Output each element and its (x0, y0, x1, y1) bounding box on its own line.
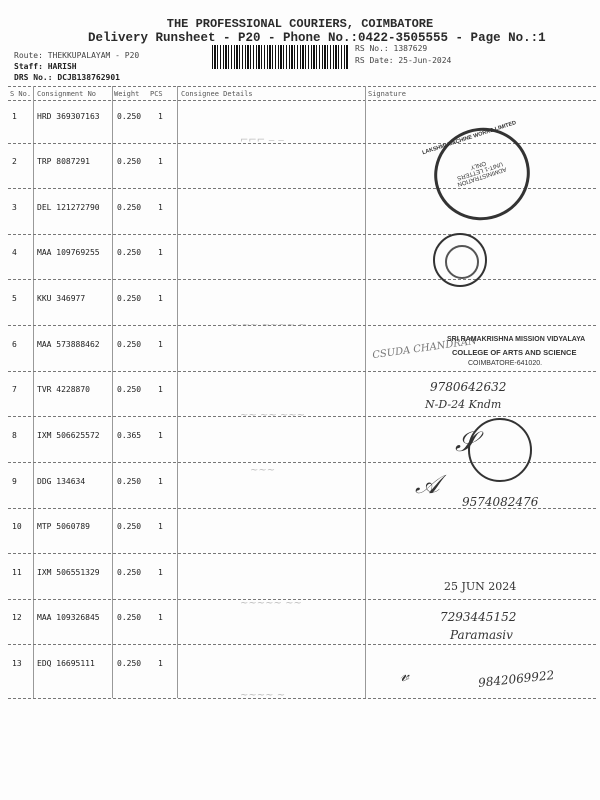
row-rule (8, 371, 596, 372)
row-pcs: 1 (158, 112, 163, 121)
row-weight: 0.250 (117, 613, 142, 622)
date-stamp: 25 JUN 2024 (444, 580, 517, 593)
col-header-consignee: Consignee Details (181, 90, 253, 98)
row-pcs: 1 (158, 659, 163, 668)
round-seal (433, 233, 487, 287)
col-header-sno: S No. (10, 90, 32, 98)
row-pcs: 1 (158, 477, 163, 486)
handwritten-phone: 7293445152 (440, 610, 517, 624)
signature-mark: 𝓋 (400, 665, 409, 686)
staff-label: Staff: HARISH (14, 62, 77, 71)
row-consignment: DDG 134634 (37, 477, 86, 486)
row-sno: 10 (12, 522, 22, 531)
handwritten-name: CSUDA CHANDRAN (371, 335, 478, 362)
row-weight: 0.250 (117, 568, 142, 577)
col-header-consignment: Consignment No (37, 90, 97, 98)
handwritten-phone: 9842069922 (477, 668, 555, 690)
row-consignment: KKU 346977 (37, 294, 86, 303)
row-pcs: 1 (158, 157, 163, 166)
row-consignment: MAA 109769255 (37, 248, 100, 257)
bleed-scribble: ~ ~~ ~~~~ ~ (230, 320, 307, 331)
row-pcs: 1 (158, 385, 163, 394)
row-consignment: IXM 506625572 (37, 431, 100, 440)
row-weight: 0.250 (117, 112, 142, 121)
row-weight: 0.250 (117, 385, 142, 394)
rs-date: RS Date: 25-Jun-2024 (355, 56, 452, 65)
row-pcs: 1 (158, 340, 163, 349)
signature-mark: 𝒜 (415, 470, 440, 500)
row-weight: 0.250 (117, 157, 142, 166)
row-rule (8, 234, 596, 235)
col-divider (365, 86, 366, 698)
row-pcs: 1 (158, 203, 163, 212)
bleed-scribble: ~~~~~ ~~ (240, 598, 302, 609)
row-consignment: TRP 8087291 (37, 157, 90, 166)
row-consignment: TVR 4228870 (37, 385, 90, 394)
row-rule (8, 698, 596, 699)
row-sno: 12 (12, 613, 22, 622)
row-sno: 2 (12, 157, 17, 166)
row-weight: 0.250 (117, 203, 142, 212)
row-consignment: MAA 109326845 (37, 613, 100, 622)
row-rule (8, 599, 596, 600)
row-sno: 3 (12, 203, 17, 212)
row-pcs: 1 (158, 431, 163, 440)
row-sno: 13 (12, 659, 22, 668)
col-header-signature: Signature (368, 90, 406, 98)
col-header-pcs: PCS (150, 90, 163, 98)
row-consignment: MAA 573888462 (37, 340, 100, 349)
round-seal-inner (445, 245, 479, 279)
row-sno: 4 (12, 248, 17, 257)
row-sno: 9 (12, 477, 17, 486)
lakshmi-stamp (422, 115, 542, 232)
runsheet-subtitle: Delivery Runsheet - P20 - Phone No.:0422-3505555 - Page No.:1 (88, 31, 546, 45)
college-stamp-line1: SRI RAMAKRISHNA MISSION VIDYALAYA (447, 336, 586, 343)
row-rule (8, 644, 596, 645)
bleed-scribble: ~~~~ ~ (240, 690, 286, 701)
bleed-scribble: ~~ ~~ ~~~ (240, 410, 306, 421)
row-weight: 0.250 (117, 659, 142, 668)
col-header-weight: Weight (114, 90, 140, 98)
row-weight: 0.250 (117, 340, 142, 349)
row-sno: 6 (12, 340, 17, 349)
row-sno: 8 (12, 431, 17, 440)
row-rule (8, 553, 596, 554)
row-consignment: DEL 121272790 (37, 203, 100, 212)
row-sno: 11 (12, 568, 22, 577)
rs-number: RS No.: 1387629 (355, 44, 428, 53)
row-sno: 1 (12, 112, 17, 121)
lakshmi-stamp-name: LAKSHMI MACHINE WORKS LIMITED (421, 120, 518, 157)
row-weight: 0.250 (117, 477, 142, 486)
row-weight: 0.250 (117, 522, 142, 531)
row-sno: 5 (12, 294, 17, 303)
header-rule (8, 100, 596, 101)
row-pcs: 1 (158, 294, 163, 303)
col-divider (33, 86, 34, 698)
row-consignment: EDQ 16695111 (37, 659, 95, 668)
route-label: Route: THEKKUPALAYAM - P20 (14, 51, 140, 60)
lakshmi-stamp-inner: ADMINISTRATION UNIT-1 LETTERS ONLY (456, 159, 507, 187)
table-top-rule (8, 86, 596, 87)
row-consignment: HRD 369307163 (37, 112, 100, 121)
row-sno: 7 (12, 385, 17, 394)
bleed-scribble: ⌐⌐⌐ ‒ ‒ (240, 135, 285, 146)
barcode (212, 45, 348, 69)
drs-label: DRS No.: DCJB138762901 (14, 73, 120, 82)
row-pcs: 1 (158, 568, 163, 577)
college-stamp-line2: COLLEGE OF ARTS AND SCIENCE (452, 348, 577, 357)
delivery-seal (468, 418, 532, 482)
row-consignment: IXM 506551329 (37, 568, 100, 577)
company-title: THE PROFESSIONAL COURIERS, COIMBATORE (166, 17, 434, 31)
row-pcs: 1 (158, 613, 163, 622)
bleed-scribble: ~~~ (250, 465, 276, 476)
col-divider (112, 86, 113, 698)
handwritten-phone: 9574082476 (462, 495, 539, 509)
handwritten-name: Paramasiv (450, 628, 513, 642)
row-pcs: 1 (158, 522, 163, 531)
row-rule (8, 279, 596, 280)
row-weight: 0.365 (117, 431, 142, 440)
signature-mark: 𝒮 (455, 425, 477, 458)
row-pcs: 1 (158, 248, 163, 257)
row-weight: 0.250 (117, 294, 142, 303)
col-divider (177, 86, 178, 698)
handwritten-phone: 9780642632 (430, 380, 507, 394)
handwritten-note: N-D-24 Kndm (425, 398, 502, 411)
row-consignment: MTP 5060789 (37, 522, 90, 531)
college-stamp-line3: COIMBATORE-641020. (468, 360, 543, 367)
row-weight: 0.250 (117, 248, 142, 257)
